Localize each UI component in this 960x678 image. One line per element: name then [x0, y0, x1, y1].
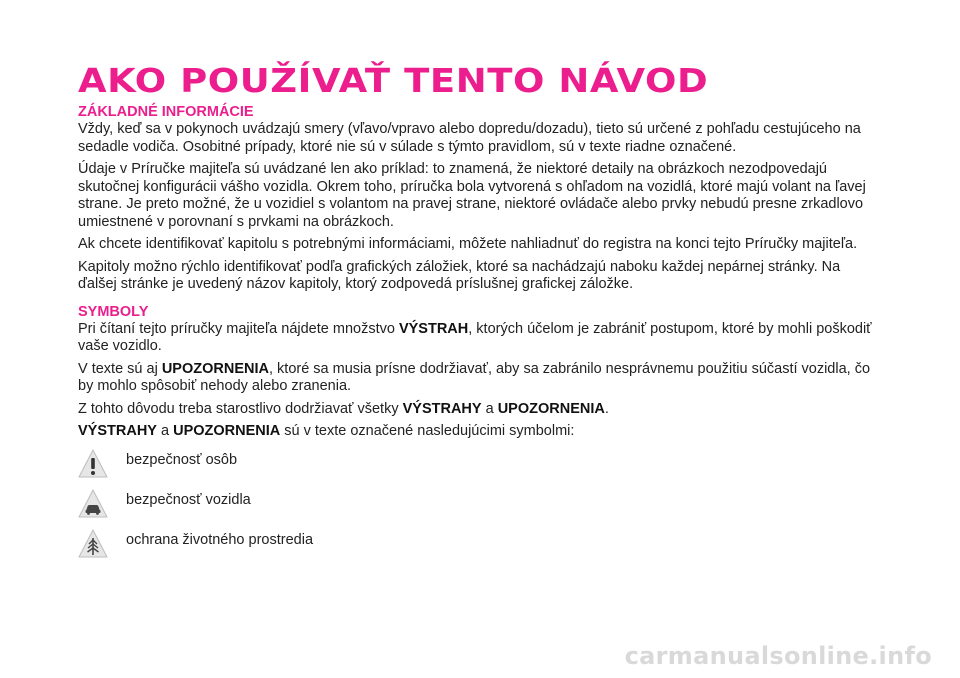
warnings-term: VÝSTRAHY	[402, 400, 482, 417]
info-paragraph-4: Kapitoly možno rýchlo identifikovať podľa grafických záložiek, ktoré sa nachádzajú naboku každej nepárnej stránky. Na ďalšej stránke je uvedený názov kapitoly, ktorý zodpovedá príslušnej grafickej záložke.	[78, 258, 841, 292]
symbols-paragraph-4: VÝSTRAHY a UPOZORNENIA sú v texte označené nasledujúcimi symbolmi:	[78, 423, 575, 439]
watermark: carmanualsonline.info	[624, 642, 932, 670]
symbols-paragraph-2: V texte sú aj UPOZORNENIA, ktoré sa musia prísne dodržiavať, aby sa zabránilo nesprávnemu použitiu súčastí vozidla, čo by mohlo spôsobiť nehody alebo zranenia.	[78, 360, 871, 394]
info-paragraph-3: Ak chcete identifikovať kapitolu s potrebnými informáciami, môžete nahliadnuť do registra na konci tejto Príručky majiteľa.	[78, 236, 858, 252]
warnings-term: VÝSTRAH	[398, 320, 469, 337]
info-paragraph-1: Vždy, keď sa v pokynoch uvádzajú smery (vľavo/vpravo alebo dopredu/dozadu), tieto sú určené z pohľadu cestujúceho na sedadle vodiča. Osobitné prípady, ktoré nie sú v súlade s týmto pravidlom, sú v texte riadne označené.	[78, 121, 861, 155]
page-title: AKO POUŽÍVAŤ TENTO NÁVOD	[78, 61, 709, 100]
symbol-row-environment	[78, 529, 878, 569]
car-safety-icon	[78, 489, 108, 519]
notices-term: UPOZORNENIA	[497, 400, 605, 417]
symbol-row-personal-safety	[78, 449, 878, 489]
warning-exclamation-icon	[78, 449, 108, 479]
info-paragraph-2: Údaje v Príručke majiteľa sú uvádzané len ako príklad: to znamená, že niektoré detaily na obrázkoch nezodpovedajú skutočnej konfigurácii vášho vozidla. Okrem toho, príručka bola vytvorená s ohľadom na vozidlá, ktoré majú volant na ľavej strane. Je preto možné, že u vozidiel s volantom na pravej strane, niektoré ovládače alebo prvky nebudú presne zrkadlovo umiestnené v porovnaní s prvkami na obrázkoch.	[78, 161, 866, 230]
symbol-legend	[78, 449, 878, 569]
notices-term: UPOZORNENIA	[173, 423, 281, 439]
symbol-label: bezpečnosť vozidla	[126, 491, 251, 508]
notices-term: UPOZORNENIA	[161, 360, 269, 377]
section-heading-symbols: SYMBOLY	[78, 303, 149, 320]
symbol-label: ochrana životného prostredia	[126, 531, 314, 548]
warnings-term: VÝSTRAHY	[78, 423, 157, 439]
section-heading-basic-info: ZÁKLADNÉ INFORMÁCIE	[78, 104, 254, 120]
symbols-paragraph-1: Pri čítaní tejto príručky majiteľa nájdete množstvo VÝSTRAH, ktorých účelom je zabrániť postupom, ktoré by mohli poškodiť vaše vozidlo.	[78, 320, 872, 354]
symbol-label: bezpečnosť osôb	[126, 451, 238, 468]
manual-page	[78, 62, 878, 569]
symbols-paragraph-3: Z tohto dôvodu treba starostlivo dodržiavať všetky VÝSTRAHY a UPOZORNENIA.	[78, 400, 609, 417]
symbol-row-vehicle-safety	[78, 489, 878, 529]
tree-environment-icon	[78, 529, 108, 559]
